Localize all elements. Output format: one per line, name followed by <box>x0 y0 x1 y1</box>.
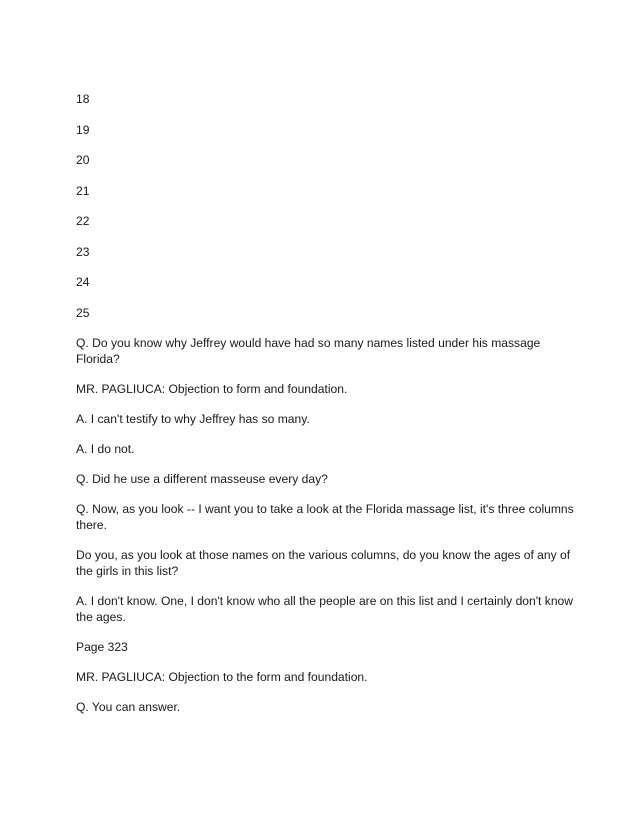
question-paragraph: Q. You can answer. <box>76 700 181 714</box>
objection-paragraph: MR. PAGLIUCA: Objection to form and foundation. <box>76 382 348 396</box>
answer-paragraph: A. I don't know. One, I don't know who all the people are on this list and I certainly don't know the ages. <box>76 594 577 624</box>
objection-paragraph: MR. PAGLIUCA: Objection to the form and foundation. <box>76 670 368 684</box>
line-number: 23 <box>76 244 90 259</box>
question-paragraph: Do you, as you look at those names on the various columns, do you know the ages of any of the girls in this list? <box>76 548 574 578</box>
question-paragraph: Q. Did he use a different masseuse every day? <box>76 472 328 486</box>
line-number: 25 <box>76 305 90 320</box>
line-number: 19 <box>76 122 90 137</box>
answer-paragraph: A. I can't testify to why Jeffrey has so many. <box>76 412 310 426</box>
line-number: 24 <box>76 275 90 289</box>
line-number: 20 <box>76 153 90 167</box>
question-paragraph: Q. Now, as you look -- I want you to take a look at the Florida massage list, it's three columns there. <box>76 502 578 532</box>
page-marker: Page 323 <box>76 640 128 654</box>
transcript-body <box>76 91 576 729</box>
answer-paragraph: A. I do not. <box>76 442 135 456</box>
line-number: 18 <box>76 92 90 106</box>
question-paragraph: Q. Do you know why Jeffrey would have had so many names listed under his massage Florida? <box>76 336 544 366</box>
line-number: 21 <box>76 183 90 198</box>
line-number: 22 <box>76 214 90 228</box>
